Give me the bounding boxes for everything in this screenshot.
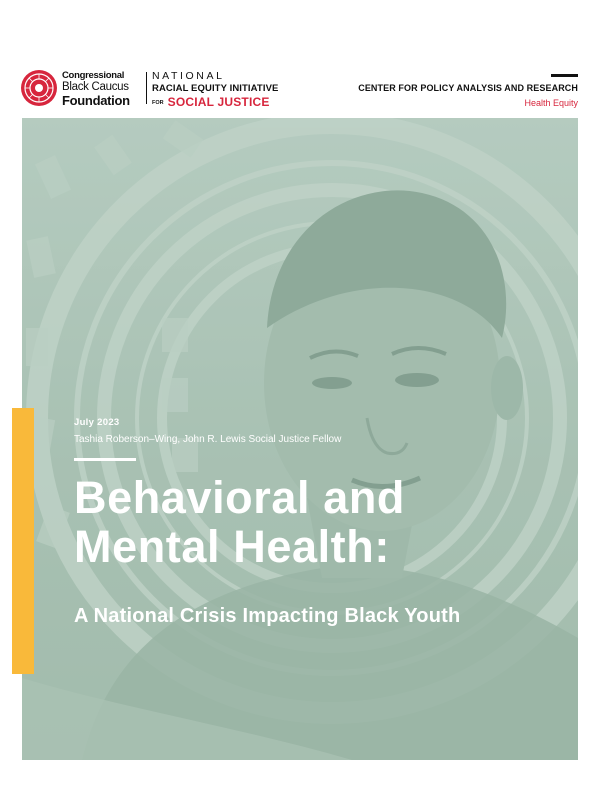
accent-bar [12,408,34,674]
reisj-logo-line2: RACIAL EQUITY INITIATIVE [152,82,279,94]
cbcf-logo-line1: Congressional [62,70,125,81]
logo-divider [146,72,147,104]
title-rule [74,458,136,461]
center-name: CENTER FOR POLICY ANALYSIS AND RESEARCH [358,83,578,93]
report-subtitle: A National Crisis Impacting Black Youth [74,605,461,627]
cbcf-logo-line2: Black Caucus [62,80,129,93]
reisj-logo-line1: NATIONAL [152,70,225,82]
cbcf-logo-line3: Foundation [62,93,130,108]
reisj-logo [152,71,278,110]
cbcf-seal-icon [20,69,58,107]
publication-date: July 2023 [74,417,120,428]
report-title-line2: Mental Health: [74,521,390,572]
cbcf-logo [20,69,148,107]
author-line: Tashia Roberson–Wing, John R. Lewis Social Justice Fellow [74,434,342,445]
topic-label: Health Equity [524,98,578,108]
report-title-line1: Behavioral and [74,472,406,523]
reisj-logo-social-justice: SOCIAL JUSTICE [167,95,270,109]
page-header [0,0,600,118]
header-rule [551,74,578,77]
report-title [74,473,574,571]
reisj-logo-for: FOR [152,100,164,106]
